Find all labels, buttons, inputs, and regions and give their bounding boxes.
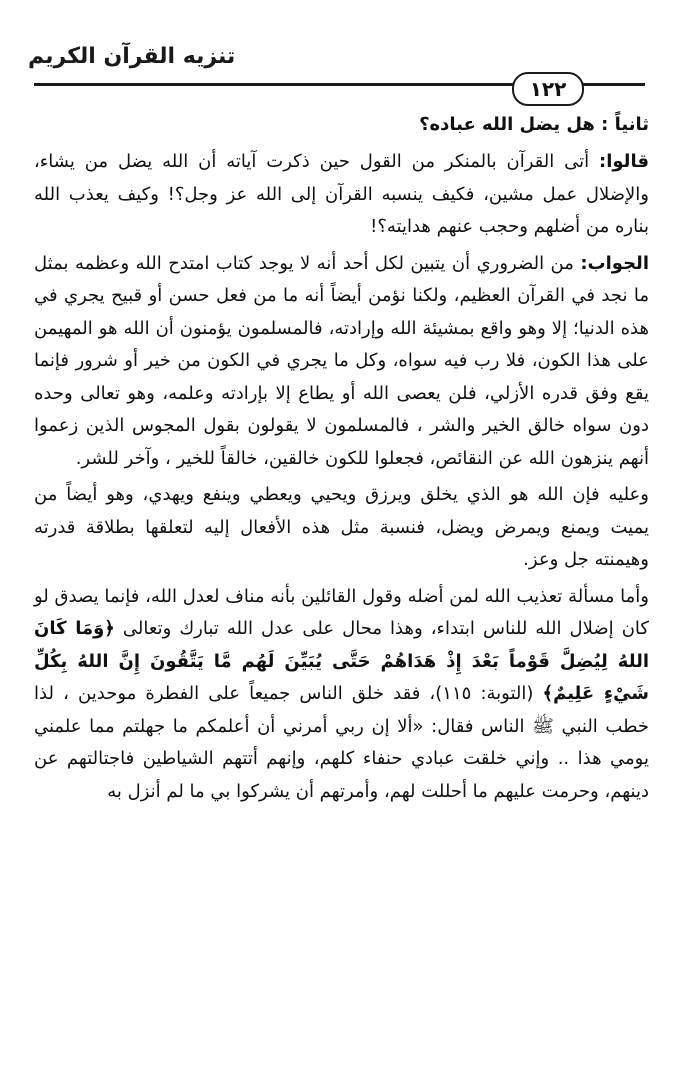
paragraph-text-after-verse: (التوبة: ١١٥)، فقد خلق الناس جميعاً على الفطرة موحدين ، لذا خطب النبي ﷺ الناس فقال: «ألا إن ربي أمرني أن أعلمكم ما جهلتم مما علمني يومي هذا .. وإني خلقت عبادي حنفاء كلهم، وإنهم أتتهم الشياطين فاجتالتهم عن دينهم، وحرمت عليهم ما أحللت لهم، وأمرتهم أن يشركوا بي ما لم أنزل به [34,683,649,802]
paragraph-text: وعليه فإن الله هو الذي يخلق ويرزق ويحيي ويعطي وينفع ويهدي، وهو أيضاً من يميت ويمنع ويمرض ويضل، فنسبة مثل هذه الأفعال إليه لتعلقها بطلاقة قدرته وهيمنته جل وعز. [34,484,649,570]
running-title: تنزيه القرآن الكريم [28,44,236,69]
section-heading: ثانياً : هل يضل الله عباده؟ [419,114,649,135]
objection-text: أتى القرآن بالمنكر من القول حين ذكرت آياته أن الله يضل من يشاء، والإضلال عمل مشين، فكيف ينسبه القرآن إلى الله عز وجل؟! وكيف يعذب الله بناره من أضلهم وحجب عنهم هدايته؟! [34,151,649,237]
page-number-badge: ١٢٢ [512,72,584,106]
answer-label: الجواب: [580,252,649,274]
quran-verse: ﴿وَمَا كَانَ اللهُ لِيُضِلَّ قَوْماً بَعْدَ إِذْ هَدَاهُمْ حَتَّى يُبَيِّنَ لَهُم مَّا يَتَّقُونَ إِنَّ اللهُ بِكُلِّ شَيْءٍ عَلِيمٌ﴾ [34,618,650,704]
objection-label: قالوا: [599,151,649,172]
paragraph [34,479,649,577]
paragraph [34,581,649,809]
paragraph-text-before-verse: وأما مسألة تعذيب الله لمن أضله وقول القائلين بأنه مناف لعدل الله، فإنما يصدق لو كان إضلال الله للناس ابتداء، وهذا محال على عدل الله تبارك وتعالى [34,585,649,639]
objection-paragraph [34,146,649,244]
body-text [34,110,649,812]
answer-paragraph [34,248,649,476]
answer-text: من الضروري أن يتبين لكل أحد أنه لا يوجد كتاب امتدح الله وعظمه بمثل ما نجد في القرآن العظيم، ولكنا نؤمن أيضاً أنه ما من فعل حسن أو قبيح يجري في هذه الدنيا؛ إلا وهو واقع بمشيئة الله وإرادته، فالمسلمون يؤمنون أن الله هو المهيمن على هذا الكون، فلا رب فيه سواه، وكل ما يجري في الكون من خير أو شرور فإنما يقع وفق قدره الأزلي، فلن يعصى الله أو يطاع إلا بإرادته وعلمه، وهو تعالى وحده دون سواه خالق الخير والشر ، فالمسلمون لا يقولون بقول المجوس الذين زعموا أنهم ينزهون الله عن النقائص، فجعلوا للكون خالقين، خالقاً للخير ، وآخر للشر. [34,252,649,469]
